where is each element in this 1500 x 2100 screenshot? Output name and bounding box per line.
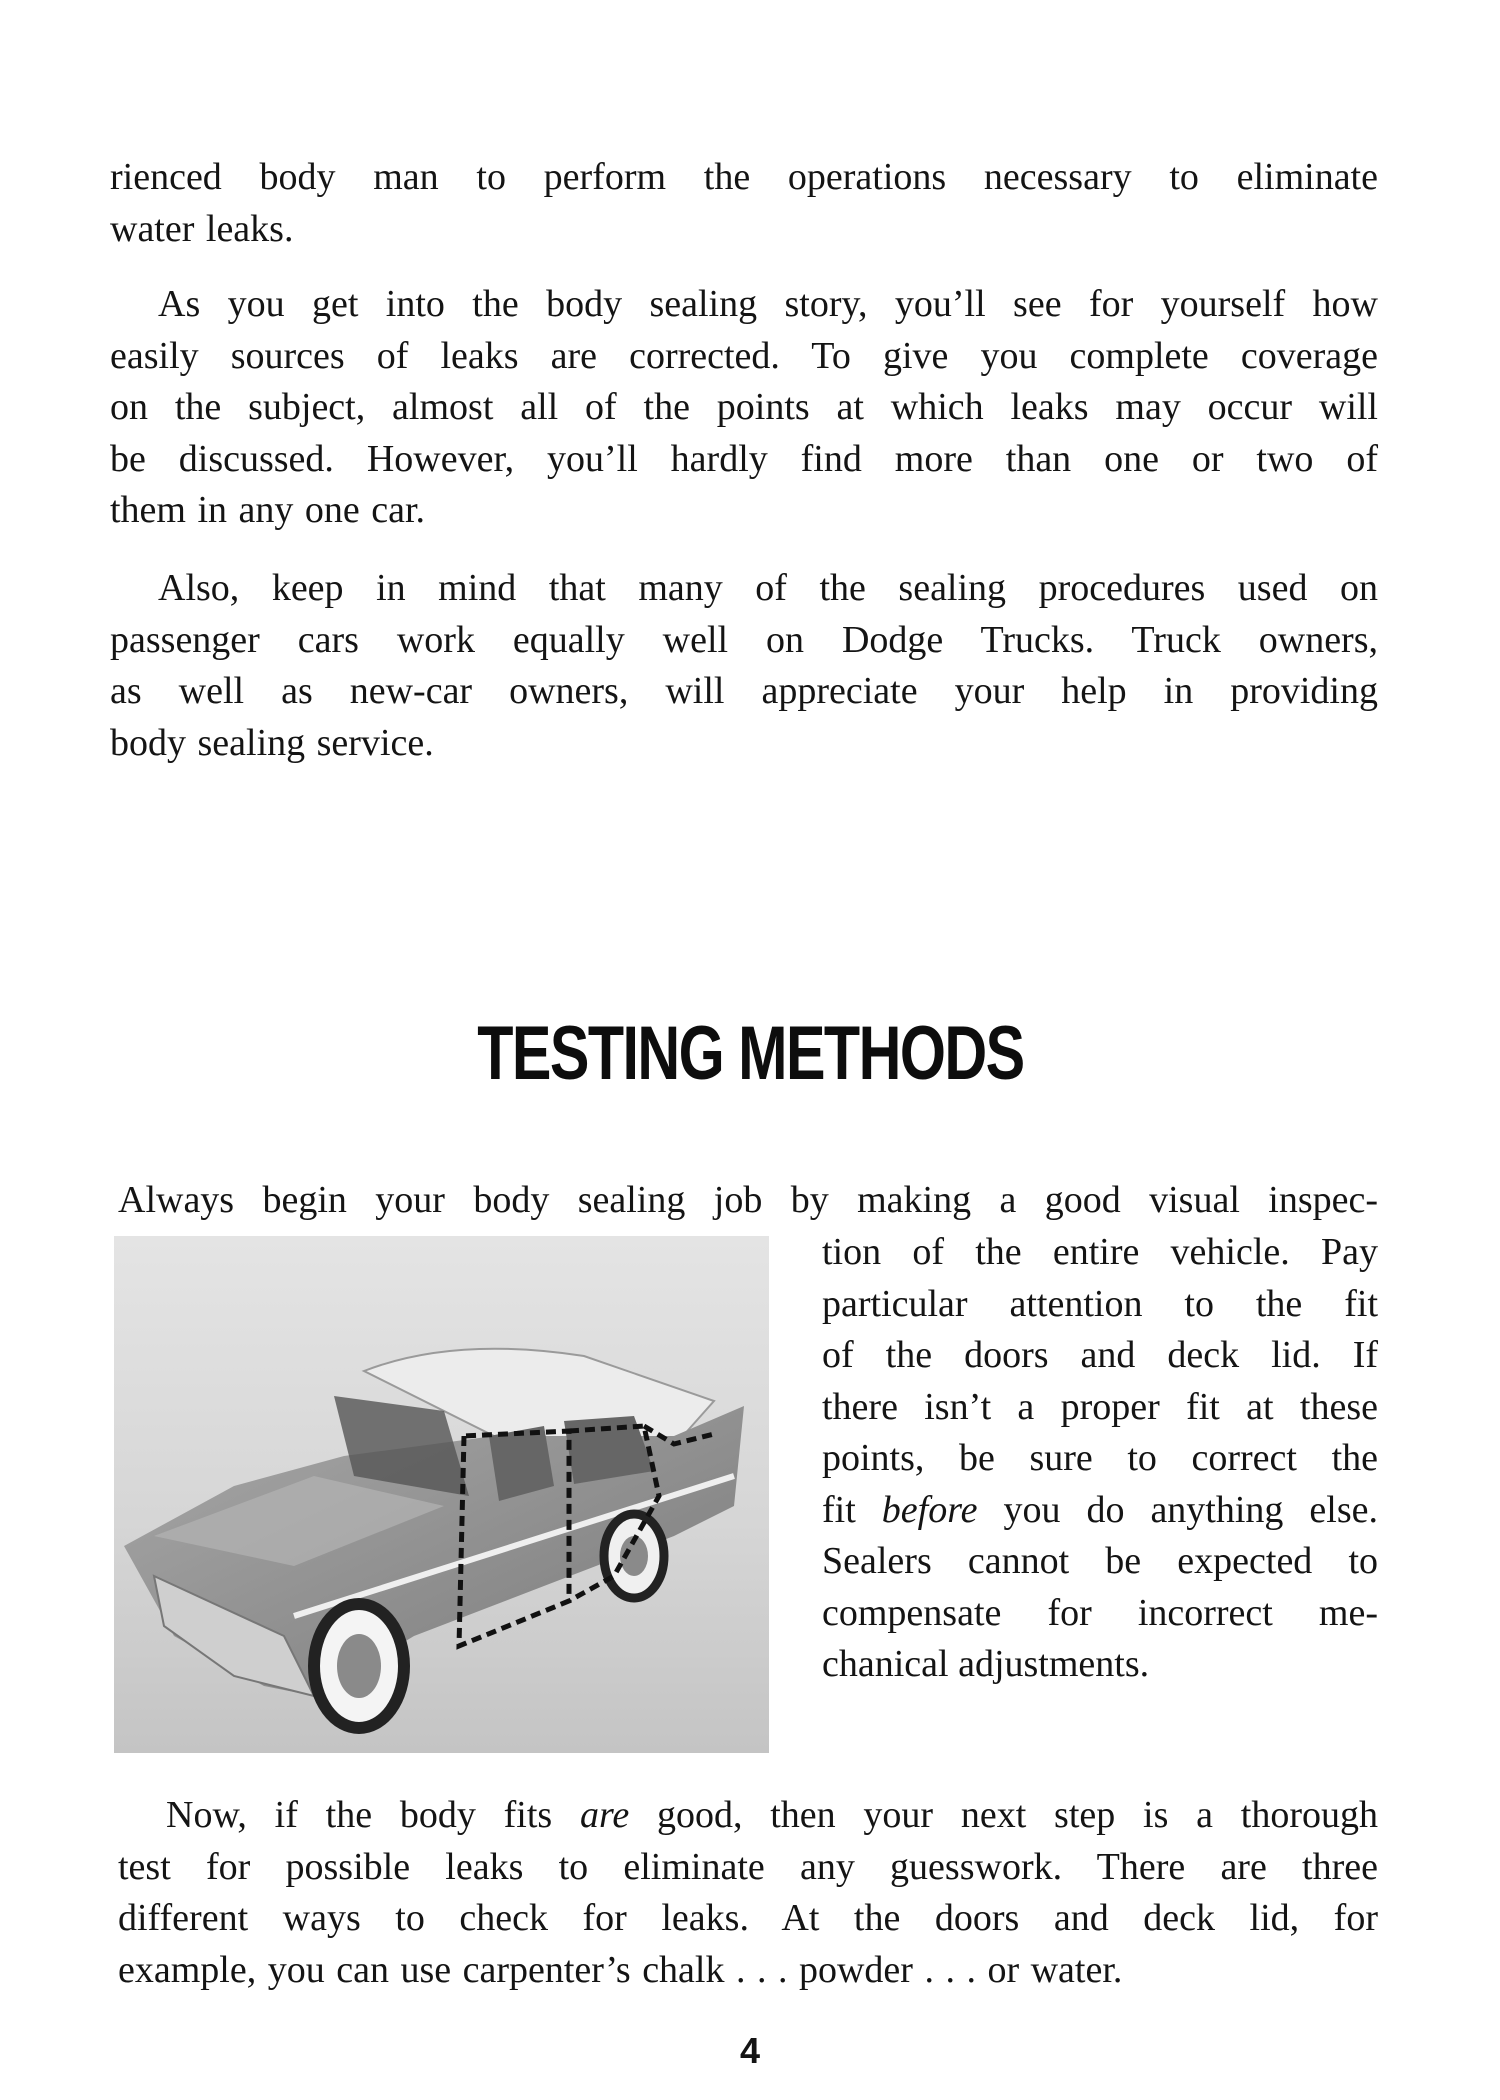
- car-photo-figure: [114, 1236, 769, 1753]
- text-line: Also, keep in mind that many of the sealing procedures used on: [158, 567, 1378, 609]
- paragraph-visual-inspection-first-line: Always begin your body sealing job by making a good visual inspec-: [118, 1179, 1378, 1221]
- text-line: passenger cars work equally well on Dodge Trucks. Truck owners,: [110, 618, 1378, 661]
- text-line: on the subject, almost all of the points at which leaks may occur will: [110, 386, 1378, 428]
- text-line: example, you can use carpenter’s chalk . . . powder . . . or water.: [118, 1948, 1123, 1991]
- text-line: As you get into the body sealing story, you’ll see for yourself how: [158, 283, 1378, 325]
- paragraph-visual-inspection-wrapped: [822, 1227, 1378, 1691]
- emphasis-text: before: [881, 1488, 978, 1531]
- text-line: of the doors and deck lid. If: [822, 1334, 1378, 1376]
- text-line: compensate for incorrect me-: [822, 1591, 1378, 1634]
- section-heading: TESTING METHODS: [477, 1011, 1024, 1096]
- emphasis-text: are: [579, 1794, 630, 1836]
- text-line: tion of the entire vehicle. Pay: [822, 1231, 1378, 1273]
- paragraph-dodge-trucks: [110, 563, 1378, 769]
- text-line: be discussed. However, you’ll hardly find more than one or two of: [110, 437, 1378, 480]
- text-line-with-emphasis: [118, 1790, 1378, 1842]
- paragraph-leak-testing: [118, 1790, 1378, 1996]
- text-fragment: good, then your next step is a thorough: [629, 1794, 1378, 1836]
- text-line: Sealers cannot be expected to: [822, 1540, 1378, 1582]
- text-line: water leaks.: [110, 207, 294, 250]
- text-line: test for possible leaks to eliminate any guesswork. There are three: [118, 1845, 1378, 1888]
- text-fragment: fit: [822, 1488, 882, 1531]
- text-fragment: you do anything else.: [977, 1488, 1379, 1531]
- text-fragment: Now, if the body fits: [166, 1794, 580, 1836]
- text-line: different ways to check for leaks. At the doors and deck lid, for: [118, 1897, 1378, 1939]
- text-line-with-emphasis: [822, 1485, 1378, 1537]
- text-line: them in any one car.: [110, 489, 426, 531]
- text-line: points, be sure to correct the: [822, 1437, 1378, 1479]
- paragraph-continuation: [110, 152, 1378, 255]
- car-photo-icon: [114, 1236, 769, 1753]
- text-line: chanical adjustments.: [822, 1643, 1150, 1685]
- text-line: as well as new-car owners, will appreciate your help in providing: [110, 670, 1378, 712]
- text-line: rienced body man to perform the operations necessary to eliminate: [110, 156, 1378, 198]
- text-line: easily sources of leaks are corrected. To give you complete coverage: [110, 334, 1378, 377]
- text-line: there isn’t a proper fit at these: [822, 1385, 1378, 1428]
- text-line: body sealing service.: [110, 721, 434, 764]
- paragraph-body-sealing-story: [110, 279, 1378, 537]
- page-number: 4: [739, 2030, 761, 2071]
- text-line: particular attention to the fit: [822, 1282, 1378, 1325]
